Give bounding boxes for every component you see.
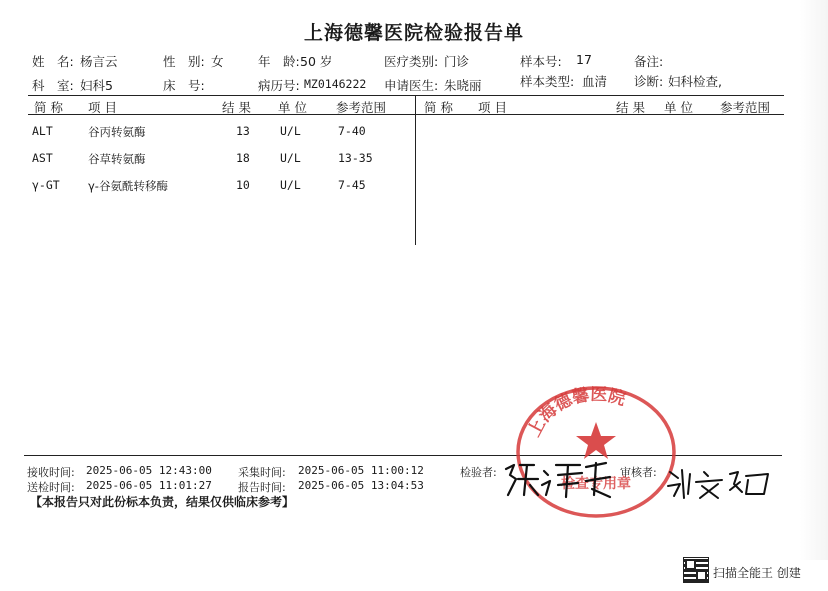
seal-text: 上海德馨医院: [524, 384, 628, 441]
header-result: 结 果: [222, 100, 251, 115]
table-row-name: 谷丙转氨酶: [88, 125, 146, 139]
sample-no-label: 样本号:: [520, 54, 562, 69]
record-no: MZ0146222: [304, 77, 367, 91]
table-row-result: 10: [236, 178, 250, 192]
visit-type-label: 医疗类别:: [384, 54, 439, 69]
header-code-right: 简 称: [424, 100, 453, 115]
table-row-range: 13-35: [338, 151, 373, 165]
header-range: 参考范围: [336, 100, 387, 115]
doctor-label: 申请医生:: [384, 78, 439, 93]
record-no-label: 病历号:: [258, 78, 300, 93]
table-row-code: γ-GT: [32, 178, 60, 192]
report-time: 2025-06-05 13:04:53: [298, 479, 424, 492]
sex-label: 性 别:: [163, 54, 205, 69]
scan-page-edge: [800, 0, 828, 560]
collect-time-label: 采集时间:: [238, 466, 286, 479]
disclaimer: 【本报告只对此份标本负责，结果仅供临床参考】: [30, 495, 295, 509]
tester-label: 检验者:: [460, 466, 497, 479]
table-row-unit: U/L: [280, 151, 301, 165]
sample-no: 17: [576, 52, 592, 67]
send-time: 2025-06-05 11:01:27: [86, 479, 212, 492]
table-row-range: 7-40: [338, 124, 366, 138]
header-range-right: 参考范围: [720, 100, 771, 115]
patient-sex: 女: [211, 54, 224, 69]
collect-time: 2025-06-05 11:00:12: [298, 464, 424, 477]
reviewer-label: 审核者:: [620, 466, 657, 479]
visit-type: 门诊: [444, 54, 470, 69]
dept-label: 科 室:: [32, 78, 74, 93]
table-center-divider: [415, 95, 416, 245]
send-time-label: 送检时间:: [27, 481, 75, 494]
header-item-right: 项 目: [478, 100, 507, 115]
patient-age: 50 岁: [300, 54, 333, 69]
doctor-name: 朱晓丽: [444, 78, 482, 93]
header-unit: 单 位: [278, 100, 307, 115]
header-unit-right: 单 位: [664, 100, 693, 115]
table-row-name: 谷草转氨酶: [88, 152, 146, 166]
table-row-range: 7-45: [338, 178, 366, 192]
report-title: 上海德馨医院检验报告单: [303, 22, 524, 44]
bed-label: 床 号:: [163, 78, 205, 93]
table-row-unit: U/L: [280, 124, 301, 138]
sample-type-label: 样本类型:: [520, 74, 575, 89]
sample-type: 血清: [582, 74, 608, 89]
patient-dept: 妇科5: [80, 78, 113, 93]
table-row-result: 13: [236, 124, 250, 138]
table-top-rule: [28, 95, 784, 96]
header-code: 简 称: [34, 100, 63, 115]
header-result-right: 结 果: [616, 100, 645, 115]
diagnosis: 妇科检查,: [668, 74, 722, 89]
tester-signature: [500, 455, 618, 503]
diagnosis-label: 诊断:: [634, 74, 664, 89]
table-row-code: ALT: [32, 124, 53, 138]
svg-text:上海德馨医院: [523, 384, 628, 440]
header-item: 项 目: [88, 100, 117, 115]
patient-name: 杨言云: [80, 54, 118, 69]
report-time-label: 报告时间:: [238, 481, 286, 494]
table-row-name: γ-谷氨酰转移酶: [88, 179, 168, 193]
age-label: 年 龄:: [258, 54, 300, 69]
name-label: 姓 名:: [32, 54, 74, 69]
table-row-code: AST: [32, 151, 53, 165]
remark-label: 备注:: [634, 54, 664, 69]
table-row-result: 18: [236, 151, 250, 165]
seal-subtext: 检查专用章: [561, 476, 631, 492]
qr-code-icon: [683, 557, 709, 583]
table-row-unit: U/L: [280, 178, 301, 192]
reviewer-signature: [664, 464, 776, 502]
receive-time-label: 接收时间:: [27, 466, 75, 479]
receive-time: 2025-06-05 12:43:00: [86, 464, 212, 477]
scanner-watermark: 扫描全能王 创建: [713, 566, 801, 580]
